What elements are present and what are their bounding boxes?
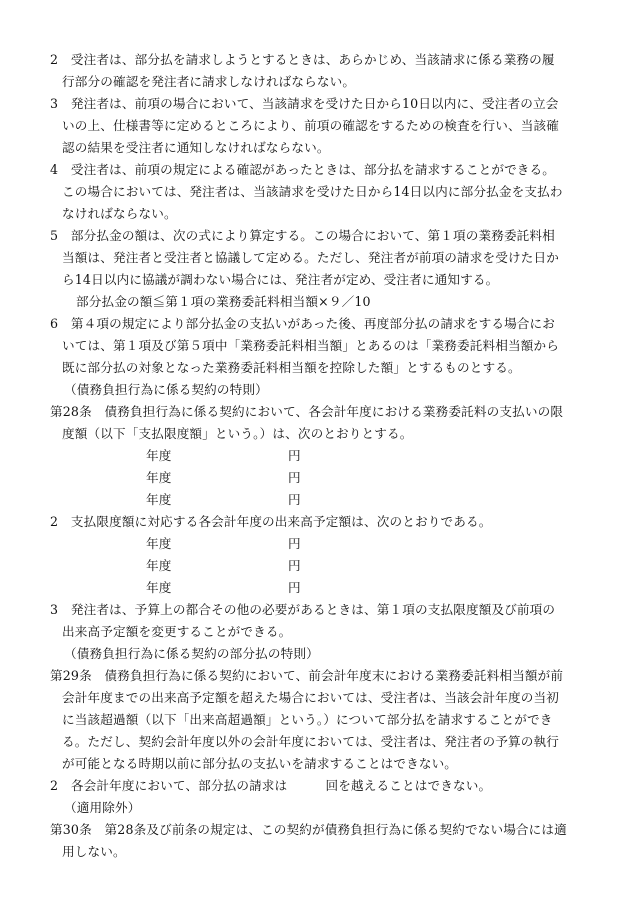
- table2-row-1-yen: 円: [288, 536, 301, 551]
- art29-p1-line-3: に当該超過額（以下「出来高超過額」という。）について部分払を請求することができ: [62, 712, 553, 727]
- table2-row-2-year: 年度: [146, 558, 172, 573]
- table2-row-3-yen: 円: [288, 580, 301, 595]
- art27-p3-line-3: 認の結果を受注者に通知しなければならない。: [62, 140, 330, 155]
- table1-row-1-year: 年度: [146, 448, 172, 463]
- art29-p1-line-2: 会計年度までの出来高予定額を超えた場合においては、受注者は、当該会計年度の当初: [62, 690, 560, 705]
- art27-p2-line-1: 2 受注者は、部分払を請求しようとするときは、あらかじめ、当該請求に係る業務の履: [50, 52, 555, 67]
- art27-p5-line-3: ら14日以内に協議が調わない場合には、発注者が定め、受注者に通知する。: [62, 272, 499, 287]
- art29-p1-line-4: る。ただし、契約会計年度以外の会計年度においては、受注者は、発注者の予算の執行: [62, 734, 560, 749]
- art30-p1-line-1: 第30条 第28条及び前条の規定は、この契約が債務負担行為に係る契約でない場合には適: [50, 822, 567, 837]
- art27-p4-line-1: 4 受注者は、前項の規定による確認があったときは、部分払を請求することができる。: [50, 162, 556, 177]
- art27-p3-line-1: 3 発注者は、前項の場合において、当該請求を受けた日から10日以内に、受注者の立会: [50, 96, 559, 111]
- art27-p2-line-2: 行部分の確認を発注者に請求しなければならない。: [62, 74, 356, 89]
- table1-row-3-year: 年度: [146, 492, 172, 507]
- table1-row-3-yen: 円: [288, 492, 301, 507]
- art28-p1-line-2: 度額（以下「支払限度額」という。）は、次のとおりとする。: [62, 426, 413, 441]
- art29-p2: 2 各会計年度において、部分払の請求は 回を越えることはできない。: [50, 778, 492, 793]
- table2-row-2-yen: 円: [288, 558, 301, 573]
- art28-p1-line-1: 第28条 債務負担行為に係る契約において、各会計年度における業務委託料の支払いの限: [50, 404, 564, 419]
- table2-row-1-year: 年度: [146, 536, 172, 551]
- art27-p5-line-1: 5 部分払金の額は、次の式により算定する。この場合において、第１項の業務委託料相: [50, 228, 555, 243]
- art28-p3-line-2: 出来高予定額を変更することができる。: [62, 624, 292, 639]
- art27-p5-line-2: 当額は、発注者と受注者と協議して定める。ただし、発注者が前項の請求を受けた日か: [62, 250, 560, 265]
- art27-p3-line-2: いの上、仕様書等に定めるところにより、前項の確認をするための検査を行い、当該確: [62, 118, 560, 133]
- art28-p3-line-1: 3 発注者は、予算上の都合その他の必要があるときは、第１項の支払限度額及び前項の: [50, 602, 556, 617]
- table1-row-1-yen: 円: [288, 448, 301, 463]
- table2-row-3-year: 年度: [146, 580, 172, 595]
- art29-heading: （債務負担行為に係る契約の部分払の特則）: [64, 646, 319, 661]
- art27-p6-line-1: 6 第４項の規定により部分払金の支払いがあった後、再度部分払の請求をする場合にお: [50, 316, 556, 331]
- art30-heading: （適用除外）: [64, 800, 141, 815]
- art30-p1-line-2: 用しない。: [62, 844, 126, 859]
- art27-p4-line-3: なければならない。: [62, 206, 177, 221]
- table1-row-2-yen: 円: [288, 470, 301, 485]
- art27-p6-line-3: 既に部分払の対象となった業務委託料相当額を控除した額」とするものとする。: [62, 360, 521, 375]
- art29-p1-line-1: 第29条 債務負担行為に係る契約において、前会計年度末における業務委託料相当額が前: [50, 668, 564, 683]
- art27-formula: 部分払金の額≦第１項の業務委託料相当額×９／10: [76, 294, 371, 309]
- art28-heading: （債務負担行為に係る契約の特則）: [64, 382, 268, 397]
- art29-p1-line-5: が可能となる時期以前に部分払の支払いを請求することはできない。: [62, 756, 458, 771]
- art27-p4-line-2: この場合においては、発注者は、当該請求を受けた日から14日以内に部分払金を支払わ: [62, 184, 563, 199]
- art27-p6-line-2: いては、第１項及び第５項中「業務委託料相当額」とあるのは「業務委託料相当額から: [62, 338, 560, 353]
- art28-p2-line-1: 2 支払限度額に対応する各会計年度の出来高予定額は、次のとおりである。: [50, 514, 492, 529]
- table1-row-2-year: 年度: [146, 470, 172, 485]
